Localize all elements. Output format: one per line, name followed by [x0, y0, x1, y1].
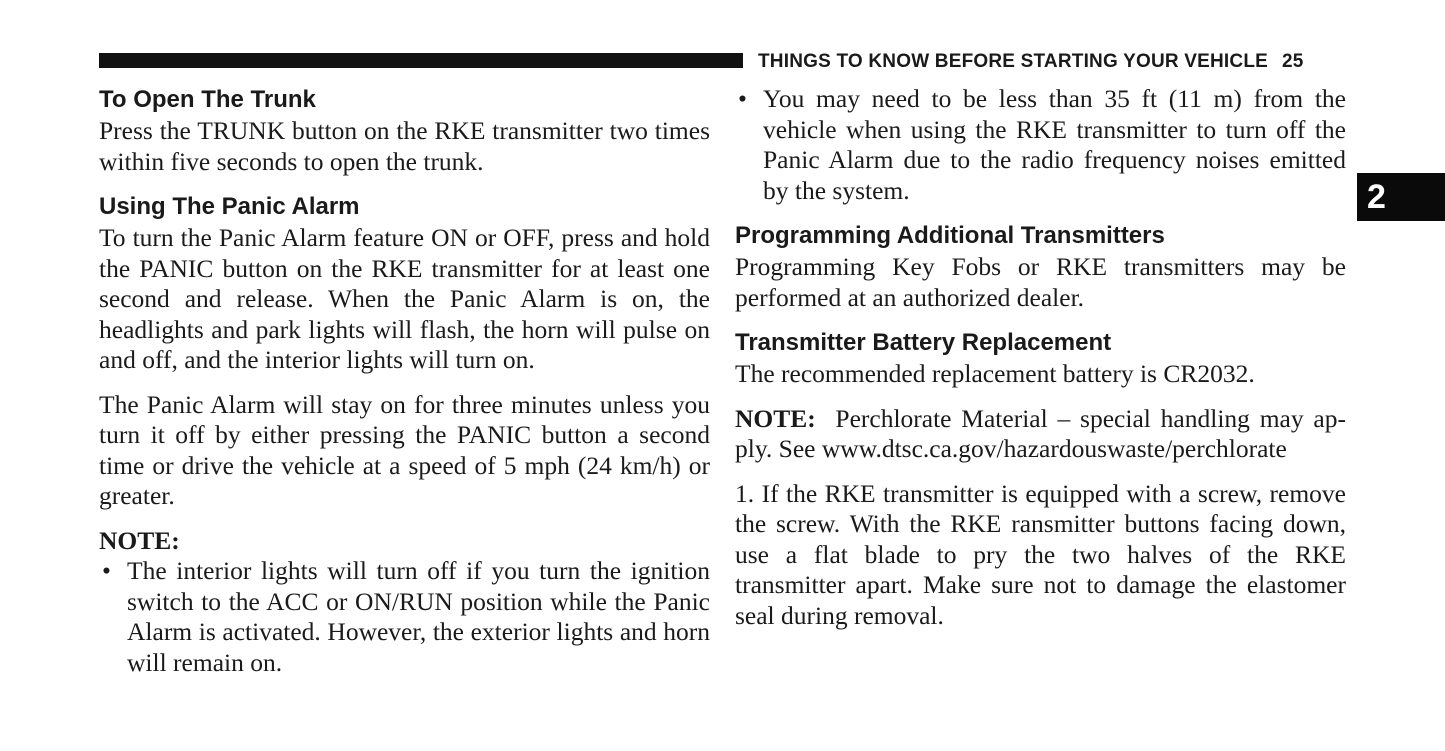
left-column: [99, 84, 710, 678]
programming-heading: Programming Additional Transmitters: [735, 222, 1165, 249]
note-bullet-1: • The interior lights will turn off if you turn the ignition switch to the ACC or ON/RUN position while the Panic Alarm is activated. However, the exterior lights and horn will remain on.: [99, 556, 710, 678]
note-bullet-2: • You may need to be less than 35 ft (11 m) from the vehicle when using the RKE transmitter to turn off the Panic Alarm due to the radio frequency noises emitted by the system.: [735, 84, 1346, 206]
battery-heading: Transmitter Battery Replacement: [735, 329, 1112, 356]
right-column: [735, 84, 1346, 631]
note-list-continued: [735, 84, 1346, 206]
header-rule: [99, 53, 743, 68]
page-number: 25: [1282, 51, 1304, 72]
trunk-paragraph: Press the TRUNK button on the RKE transmitter two times within five seconds to open the trunk.: [99, 116, 710, 176]
running-head: [758, 50, 1348, 74]
perchlorate-note-label: NOTE:: [735, 403, 816, 433]
battery-paragraph: The recommended replacement battery is CR2032.: [735, 359, 1255, 388]
note-label: NOTE:: [99, 525, 180, 555]
programming-paragraph: Programming Key Fobs or RKE transmitters may be performed at an authorized dealer.: [735, 252, 1346, 312]
note-list: [99, 556, 710, 678]
trunk-heading: To Open The Trunk: [99, 86, 316, 113]
panic-heading: Using The Panic Alarm: [99, 193, 360, 220]
chapter-tab: 2: [1357, 173, 1445, 221]
running-title: THINGS TO KNOW BEFORE STARTING YOUR VEHICLE: [758, 51, 1269, 72]
panic-paragraph-2: The Panic Alarm will stay on for three minutes unless you turn it off by either pressing the PANIC button a second time or drive the vehicle at a speed of 5 mph (24 km/h) or greater.: [99, 389, 710, 510]
perchlorate-note: [735, 404, 1346, 465]
perchlorate-note-text: Perchlorate Material – special handling may ap-ply. See www.dtsc.ca.gov/hazardouswaste/perchlorate: [735, 403, 1346, 463]
panic-paragraph-1: To turn the Panic Alarm feature ON or OFF, press and hold the PANIC button on the RKE transmitter for at least one second and release. When the Panic Alarm is on, the headlights and park lights will flash, the horn will pulse on and off, and the interior lights will turn on.: [99, 223, 710, 374]
step-1: 1. If the RKE transmitter is equipped with a screw, remove the screw. With the RKE ransmitter buttons facing down, use a flat blade to pry the two halves of the RKE transmitter apart. Make sure not to damage the elastomer seal during removal.: [735, 478, 1346, 630]
